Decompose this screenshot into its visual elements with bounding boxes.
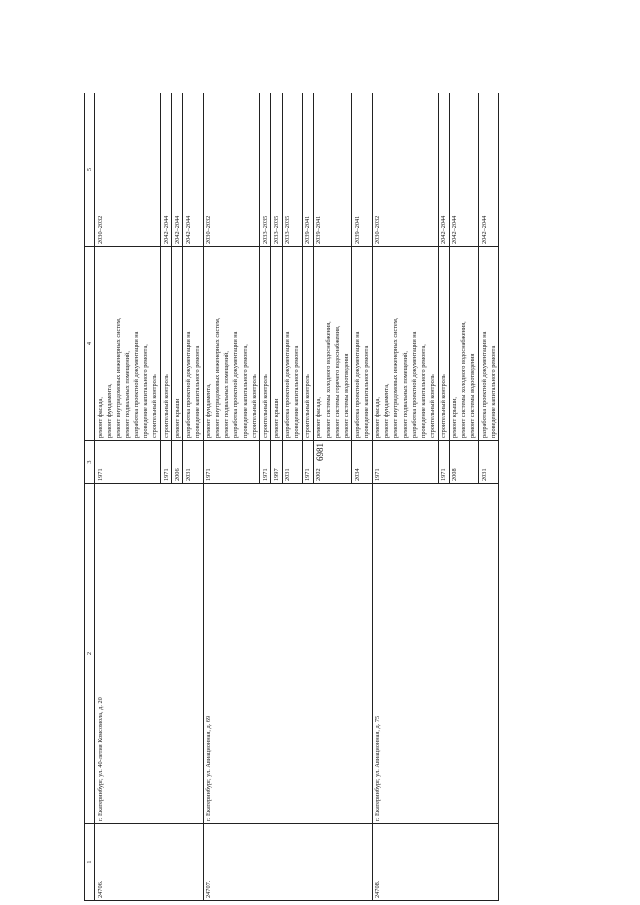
work-line: проведение капитального ремонта <box>363 345 370 438</box>
work-line: ремонт системы холодного водоснабжения, <box>460 321 468 438</box>
row-period: 2033–2035 <box>271 93 282 247</box>
row-period: 2039–2041 <box>313 93 352 247</box>
work-line: строительный контроль <box>428 374 436 438</box>
work-line: проведение капитального ремонта, <box>419 344 427 438</box>
work-line: разработка проектной документации на <box>184 331 192 438</box>
row-work <box>95 247 161 441</box>
header-col-1: 1 <box>85 824 95 901</box>
work-line: ремонт крыши <box>272 398 280 438</box>
row-period: 2042–2044 <box>161 93 172 247</box>
work-line: строительный контроль <box>162 374 170 438</box>
work-line: проведение капитального ремонта <box>193 345 201 438</box>
row-year: 1971 <box>161 441 172 484</box>
header-col-5: 5 <box>85 93 95 247</box>
row-year: 1971 <box>203 441 260 484</box>
work-line: строительный контроль <box>304 374 312 438</box>
work-line: ремонт внутридомовых инженерных систем, <box>114 317 122 438</box>
table-row <box>95 93 161 901</box>
work-line: разработка проектной документации на <box>232 331 240 438</box>
row-period: 2042–2044 <box>183 93 203 247</box>
row-year: 1997 <box>271 441 282 484</box>
work-line: ремонт фасада, <box>374 397 382 438</box>
work-line: ремонт фундамента, <box>205 383 212 438</box>
header-row <box>85 93 95 901</box>
row-number: 24706. <box>95 824 203 901</box>
work-line: разработка проектной документации на <box>353 331 361 438</box>
row-work <box>449 247 478 441</box>
work-line: ремонт внутридомовых инженерных систем, <box>214 317 222 438</box>
row-work <box>282 247 302 441</box>
row-work <box>313 247 352 441</box>
work-line: ремонт системы водоотведения <box>469 353 477 438</box>
row-period: 2030–2032 <box>95 93 161 247</box>
row-year: 2006 <box>172 441 183 484</box>
row-year: 1971 <box>438 441 449 484</box>
header-col-4: 4 <box>85 247 95 441</box>
row-period: 2042–2044 <box>449 93 478 247</box>
row-period: 2039–2041 <box>352 93 372 247</box>
work-line: ремонт внутридомовых инженерных систем, <box>392 317 400 438</box>
row-address: г. Екатеринбург, ул. Авиационная, д. 75 <box>372 484 499 824</box>
row-period: 2042–2044 <box>172 93 183 247</box>
row-period: 2039–2041 <box>302 93 313 247</box>
row-address: г. Екатеринбург, ул. Авиационная, д. 69 <box>203 484 372 824</box>
row-year: 2031 <box>183 441 203 484</box>
work-line: ремонт системы горячего водоснабжения, <box>333 325 341 438</box>
work-line: ремонт системы холодного водоснабжения, <box>324 321 332 438</box>
work-line: ремонт фасада, <box>96 397 104 438</box>
work-line: ремонт крыши, <box>451 396 459 438</box>
row-year: 2034 <box>352 441 372 484</box>
row-period: 2042–2044 <box>438 93 449 247</box>
work-line: проведение капитального ремонта <box>489 345 497 438</box>
work-line: ремонт крыши <box>173 398 181 438</box>
row-work <box>203 247 260 441</box>
row-period: 2033–2035 <box>260 93 271 247</box>
work-line: ремонт фасада, <box>315 397 323 438</box>
work-line: строительный контроль <box>440 374 447 438</box>
row-work <box>271 247 282 441</box>
work-line: разработка проектной документации на <box>284 331 291 438</box>
row-period: 2030–2032 <box>372 93 438 247</box>
row-year: 2008 <box>449 441 478 484</box>
row-work <box>479 247 499 441</box>
row-work <box>352 247 372 441</box>
work-line: ремонт системы водоотведения <box>342 353 350 438</box>
row-year: 2031 <box>282 441 302 484</box>
work-line: ремонт подвальных помещений, <box>223 351 231 438</box>
work-line: разработка проектной документации на <box>133 331 141 438</box>
work-line: проведение капитального ремонта <box>293 345 301 438</box>
page-number: 6981 <box>315 443 325 461</box>
row-year: 2002 <box>313 441 352 484</box>
row-work <box>260 247 271 441</box>
row-work <box>172 247 183 441</box>
row-work <box>161 247 172 441</box>
work-line: проведение капитального ремонта, <box>241 344 249 438</box>
row-work <box>302 247 313 441</box>
repair-schedule-table <box>84 93 499 901</box>
table-container <box>84 93 605 901</box>
table-row <box>372 93 438 901</box>
row-work <box>372 247 438 441</box>
row-year: 1971 <box>372 441 438 484</box>
row-period: 2042–2044 <box>479 93 499 247</box>
work-line: разработка проектной документации на <box>410 331 418 438</box>
row-work <box>438 247 449 441</box>
work-line: ремонт подвальных помещений, <box>401 351 409 438</box>
row-number: 24708. <box>372 824 499 901</box>
work-line: проведение капитального ремонта, <box>142 344 150 438</box>
work-line: ремонт подвальных помещений, <box>124 351 131 438</box>
row-year: 2031 <box>479 441 499 484</box>
work-line: разработка проектной документации на <box>480 331 488 438</box>
work-line: ремонт фундамента, <box>383 383 391 438</box>
header-col-2: 2 <box>85 484 95 824</box>
rotated-table <box>84 93 605 901</box>
row-period: 2033–2035 <box>282 93 302 247</box>
row-address: г. Екатеринбург, ул. 40-летия Комсомола, д. 20 <box>95 484 203 824</box>
work-line: ремонт фундамента, <box>105 383 113 438</box>
row-period: 2030–2032 <box>203 93 260 247</box>
work-line: строительный контроль <box>151 374 159 438</box>
header-col-3: 3 <box>85 441 95 484</box>
work-line: строительный контроль <box>261 374 269 438</box>
table-row <box>203 93 260 901</box>
row-year: 1971 <box>95 441 161 484</box>
row-year: 1971 <box>302 441 313 484</box>
row-number: 24707. <box>203 824 372 901</box>
row-work <box>183 247 203 441</box>
row-year: 1971 <box>260 441 271 484</box>
work-line: строительный контроль <box>250 374 258 438</box>
